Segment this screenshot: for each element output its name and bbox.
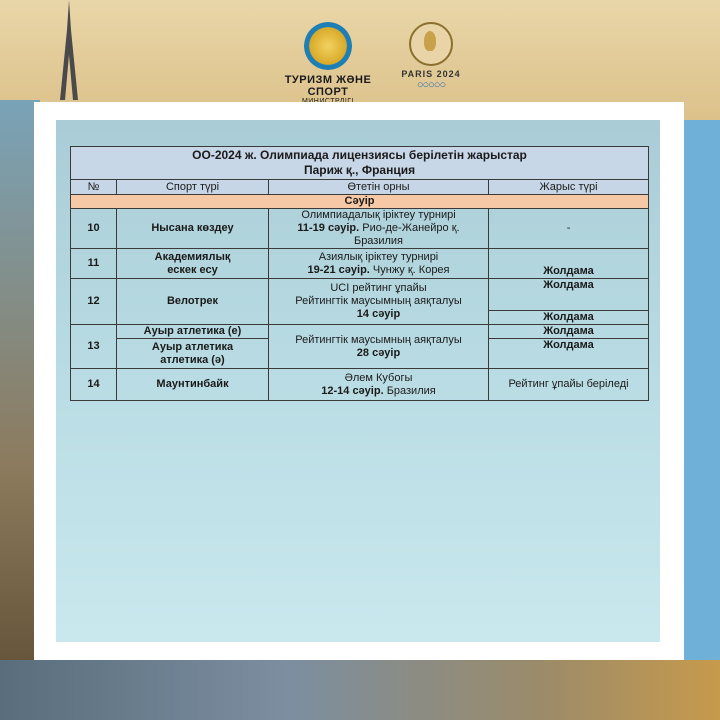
row-number: 11: [71, 249, 117, 279]
row-sport: [117, 249, 269, 279]
background-bottom-photo: [0, 660, 720, 720]
venue-event: Рейтингтік маусымның аяқталуы: [295, 333, 462, 346]
venue-event: Азиялық іріктеу турнирі: [318, 250, 439, 263]
row-type: Жолдама: [489, 279, 649, 311]
venue-event: Олимпиадалық іріктеу турнирі: [301, 209, 456, 221]
row-venue: [269, 209, 489, 249]
month-label: Сәуір: [71, 195, 649, 209]
row-venue: [269, 369, 489, 401]
month-row: [71, 195, 649, 209]
row-number: 12: [71, 279, 117, 325]
paris-2024-text: PARIS 2024: [401, 69, 461, 79]
table-title-row: [71, 147, 649, 180]
row-venue: [269, 279, 489, 325]
header-logos: [0, 18, 720, 98]
venue-date: 19-21 сәуір.: [307, 263, 370, 276]
row-sport: Велотрек: [117, 279, 269, 325]
ministry-logo: [268, 22, 388, 105]
venue-place: Рио-де-Жанейро қ.: [362, 222, 460, 234]
table-row: [71, 209, 649, 249]
table-title: [71, 147, 649, 180]
venue-place: Чунжу қ. Корея: [372, 263, 450, 276]
row-number: 14: [71, 369, 117, 401]
sport-line1: Академиялық: [154, 250, 231, 263]
row-sport: Маунтинбайк: [117, 369, 269, 401]
row-type: Жолдама: [489, 249, 649, 279]
row-venue: [269, 249, 489, 279]
row-sport: Нысана көздеу: [117, 209, 269, 249]
row-type: -: [489, 209, 649, 249]
venue-event: UCI рейтинг ұпайы: [330, 282, 427, 294]
venue-date: 11-19 сәуір.: [297, 222, 360, 234]
header-venue: Өтетін орны: [269, 180, 489, 195]
header-number: №: [71, 180, 117, 195]
venue-country: Бразилия: [353, 235, 404, 247]
olympic-rings-icon: ○○○○○: [416, 79, 446, 91]
header-sport: Спорт түрі: [117, 180, 269, 195]
table-title-line1: ОО-2024 ж. Олимпиада лицензиясы берілетін жарыстар: [192, 148, 527, 162]
row-type: Рейтинг ұпайы беріледі: [489, 369, 649, 401]
sport-line1: Ауыр атлетика: [151, 340, 234, 353]
table-row: [71, 325, 649, 339]
row-type: Жолдама: [489, 311, 649, 325]
table-row: [71, 249, 649, 279]
table-row: [71, 279, 649, 311]
sport-line2: ескек есу: [167, 263, 218, 276]
table-row: [71, 369, 649, 401]
venue-place: Бразилия: [386, 384, 436, 397]
venue-event: Әлем Кубогы: [344, 371, 413, 384]
row-type: Жолдама: [489, 339, 649, 369]
paris-2024-logo: [396, 22, 466, 91]
table-header-row: [71, 180, 649, 195]
paris-flame-icon: [409, 22, 453, 66]
row-number: 10: [71, 209, 117, 249]
table-title-line2: Париж қ., Франция: [303, 163, 416, 177]
row-sport: Ауыр атлетика (е): [117, 325, 269, 339]
row-venue: [269, 325, 489, 369]
schedule-table: [70, 146, 649, 401]
kazakhstan-emblem-icon: [304, 22, 352, 70]
content-frame: [34, 102, 684, 660]
row-sport: [117, 339, 269, 369]
venue-event-line2: Рейтингтік маусымның аяқталуы: [295, 295, 462, 307]
row-type: Жолдама: [489, 325, 649, 339]
row-number: 13: [71, 325, 117, 369]
sport-line2: атлетика (ә): [160, 353, 225, 366]
header-type: Жарыс түрі: [489, 180, 649, 195]
venue-date: 14 сәуір: [356, 308, 401, 320]
venue-date: 28 сәуір: [356, 346, 401, 359]
venue-date: 12-14 сәуір.: [321, 384, 384, 397]
ministry-name-line1: ТУРИЗМ ЖӘНЕ СПОРТ: [284, 74, 372, 98]
